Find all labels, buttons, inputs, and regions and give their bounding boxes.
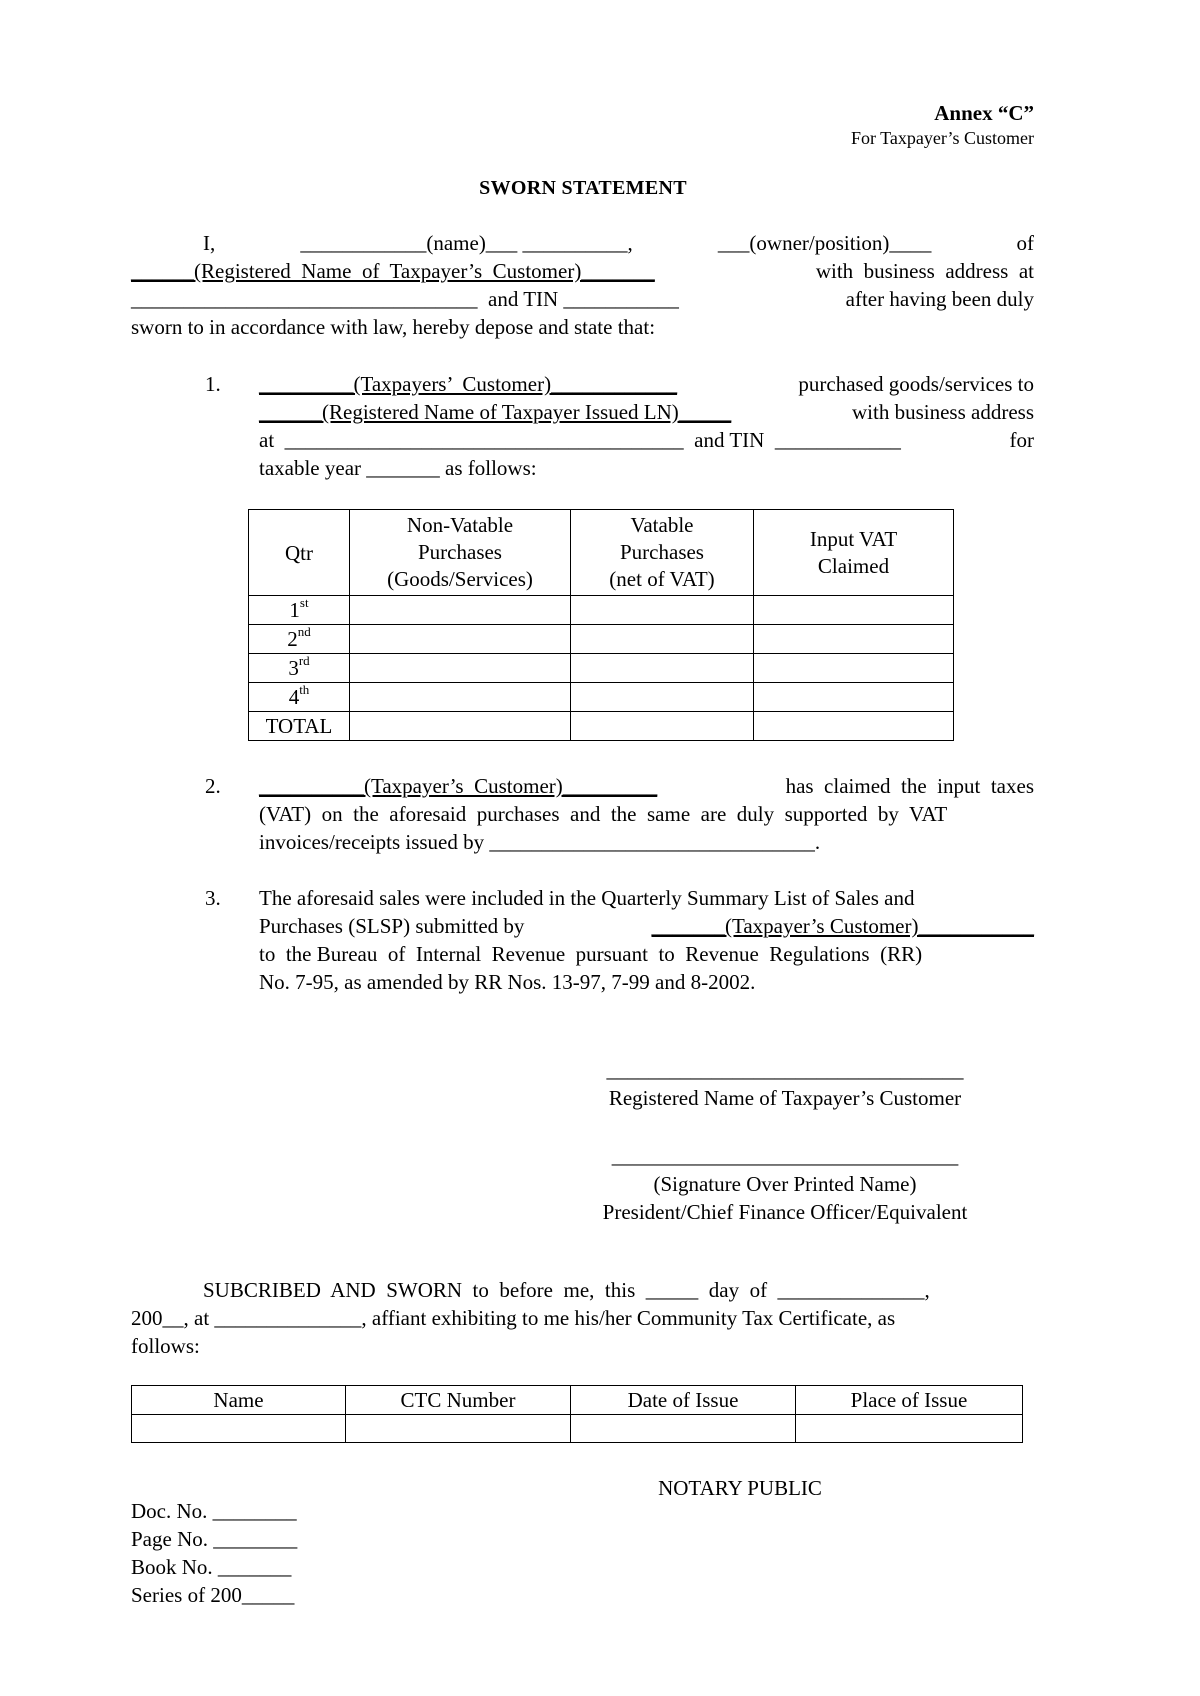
ctc-header-name: Name <box>132 1386 346 1415</box>
notary-public-title: NOTARY PUBLIC <box>658 1476 822 1500</box>
item-3-customer-blank: _______(Taxpayer’s Customer)___________ <box>651 914 1034 938</box>
ctc-header-row <box>132 1386 1023 1415</box>
jurat-line-2: 200__, at ______________, affiant exhibiting to me his/her Community Tax Certificate, as <box>131 1306 896 1330</box>
item-1-taxable-year: taxable year _______ as follows: <box>259 456 537 480</box>
jurat-paragraph <box>131 1276 1034 1360</box>
document-title: SWORN STATEMENT <box>479 177 687 199</box>
ctc-place-cell[interactable] <box>796 1415 1023 1443</box>
item-3-line-1: The aforesaid sales were included in the Quarterly Summary List of Sales and <box>259 886 915 910</box>
item-1-taxpayer-blank: ______(Registered Name of Taxpayer Issued LN)_____ <box>259 400 732 424</box>
item-2-number: 2. <box>205 774 221 798</box>
item-3-submitted: Purchases (SLSP) submitted by <box>259 914 525 938</box>
jurat-line-3: follows: <box>131 1334 200 1358</box>
vat-header-vatable: Vatable Purchases (net of VAT) <box>571 510 754 596</box>
non-vatable-cell[interactable] <box>350 712 571 741</box>
ctc-table <box>131 1385 1023 1443</box>
ctc-number-cell[interactable] <box>346 1415 571 1443</box>
signature-label: Registered Name of Taxpayer’s Customer <box>608 1086 962 1110</box>
table-row <box>249 625 954 654</box>
intro-name-blank: ____________(name)___ __________, <box>300 231 633 255</box>
jurat-line-1: SUBCRIBED AND SWORN to before me, this _____ day of ______________, <box>203 1278 930 1302</box>
non-vatable-cell[interactable] <box>350 683 571 712</box>
annex-title: Annex “C” <box>934 101 1034 125</box>
intro-duly: after having been duly <box>845 287 1034 311</box>
signature-label-position: President/Chief Finance Officer/Equivalent <box>602 1200 968 1224</box>
item-3-number: 3. <box>205 886 221 910</box>
ctc-header-number: CTC Number <box>346 1386 571 1415</box>
input-vat-cell[interactable] <box>754 596 954 625</box>
item-2-customer-blank: __________(Taxpayer’s Customer)_________ <box>259 774 658 798</box>
signature-line: __________________________________ <box>606 1058 964 1082</box>
signature-label-printed-name: (Signature Over Printed Name) <box>653 1172 917 1196</box>
qtr-cell: 4th <box>249 683 350 712</box>
signature-line: _________________________________ <box>611 1144 959 1168</box>
input-vat-cell[interactable] <box>754 712 954 741</box>
input-vat-cell[interactable] <box>754 683 954 712</box>
notary-details <box>131 1497 297 1609</box>
vat-header-non-vatable: Non-Vatable Purchases (Goods/Services) <box>350 510 571 596</box>
item-1-purchased: purchased goods/services to <box>798 372 1034 396</box>
intro-i: I, <box>203 231 216 255</box>
ctc-header-place: Place of Issue <box>796 1386 1023 1415</box>
series-of: Series of 200_____ <box>131 1583 295 1607</box>
qtr-cell: TOTAL <box>249 712 350 741</box>
vat-header-input-vat: Input VAT Claimed <box>754 510 954 596</box>
vatable-cell[interactable] <box>571 596 754 625</box>
input-vat-cell[interactable] <box>754 654 954 683</box>
intro-address-tin-blank: _________________________________ and TIN ___________ <box>131 287 679 311</box>
item-3-text <box>259 884 1034 996</box>
qtr-cell: 2nd <box>249 625 350 654</box>
signature-block-registered-name <box>560 1056 1010 1112</box>
qtr-cell: 1st <box>249 596 350 625</box>
item-1-business-address: with business address <box>852 400 1034 424</box>
item-2-text <box>259 772 1034 856</box>
vatable-cell[interactable] <box>571 654 754 683</box>
table-row <box>249 654 954 683</box>
non-vatable-cell[interactable] <box>350 596 571 625</box>
ctc-date-cell[interactable] <box>571 1415 796 1443</box>
table-row <box>132 1415 1023 1443</box>
non-vatable-cell[interactable] <box>350 654 571 683</box>
item-2-line-2: (VAT) on the aforesaid purchases and the same are duly supported by VAT <box>259 802 948 826</box>
annex-subtitle: For Taxpayer’s Customer <box>850 128 1034 148</box>
item-2-line-3: invoices/receipts issued by _______________________________. <box>259 830 821 854</box>
intro-position-blank: ___(owner/position)____ <box>717 231 932 255</box>
annex-header <box>851 100 1034 150</box>
item-1-address-tin-blank: at ______________________________________ and TIN ____________ <box>259 428 901 452</box>
vat-table-header-row <box>249 510 954 596</box>
table-row-total <box>249 712 954 741</box>
vat-purchases-table <box>248 509 954 741</box>
vatable-cell[interactable] <box>571 712 754 741</box>
item-3-line-4: No. 7-95, as amended by RR Nos. 13-97, 7-99 and 8-2002. <box>259 970 756 994</box>
doc-no: Doc. No. ________ <box>131 1499 297 1523</box>
item-1-number: 1. <box>205 372 221 396</box>
table-row <box>249 596 954 625</box>
ctc-header-date: Date of Issue <box>571 1386 796 1415</box>
table-row <box>249 683 954 712</box>
intro-registered-name-blank: ______(Registered Name of Taxpayer’s Customer)_______ <box>131 259 655 283</box>
book-no: Book No. _______ <box>131 1555 292 1579</box>
intro-sworn-line: sworn to in accordance with law, hereby depose and state that: <box>131 315 656 339</box>
item-3-line-3: to the Bureau of Internal Revenue pursuant to Revenue Regulations (RR) <box>259 942 923 966</box>
vatable-cell[interactable] <box>571 683 754 712</box>
intro-of: of <box>1016 231 1034 255</box>
item-1-customer-blank: _________(Taxpayers’ Customer)____________ <box>259 372 678 396</box>
vat-header-qtr: Qtr <box>249 510 350 596</box>
ctc-name-cell[interactable] <box>132 1415 346 1443</box>
intro-business-address: with business address at <box>815 259 1034 283</box>
intro-paragraph <box>131 229 1034 341</box>
item-1-for: for <box>1009 428 1034 452</box>
vatable-cell[interactable] <box>571 625 754 654</box>
non-vatable-cell[interactable] <box>350 625 571 654</box>
input-vat-cell[interactable] <box>754 625 954 654</box>
page-no: Page No. ________ <box>131 1527 298 1551</box>
item-1-text <box>259 370 1034 482</box>
item-2-claimed: has claimed the input taxes <box>785 774 1034 798</box>
signature-block-officer <box>560 1142 1010 1226</box>
qtr-cell: 3rd <box>249 654 350 683</box>
